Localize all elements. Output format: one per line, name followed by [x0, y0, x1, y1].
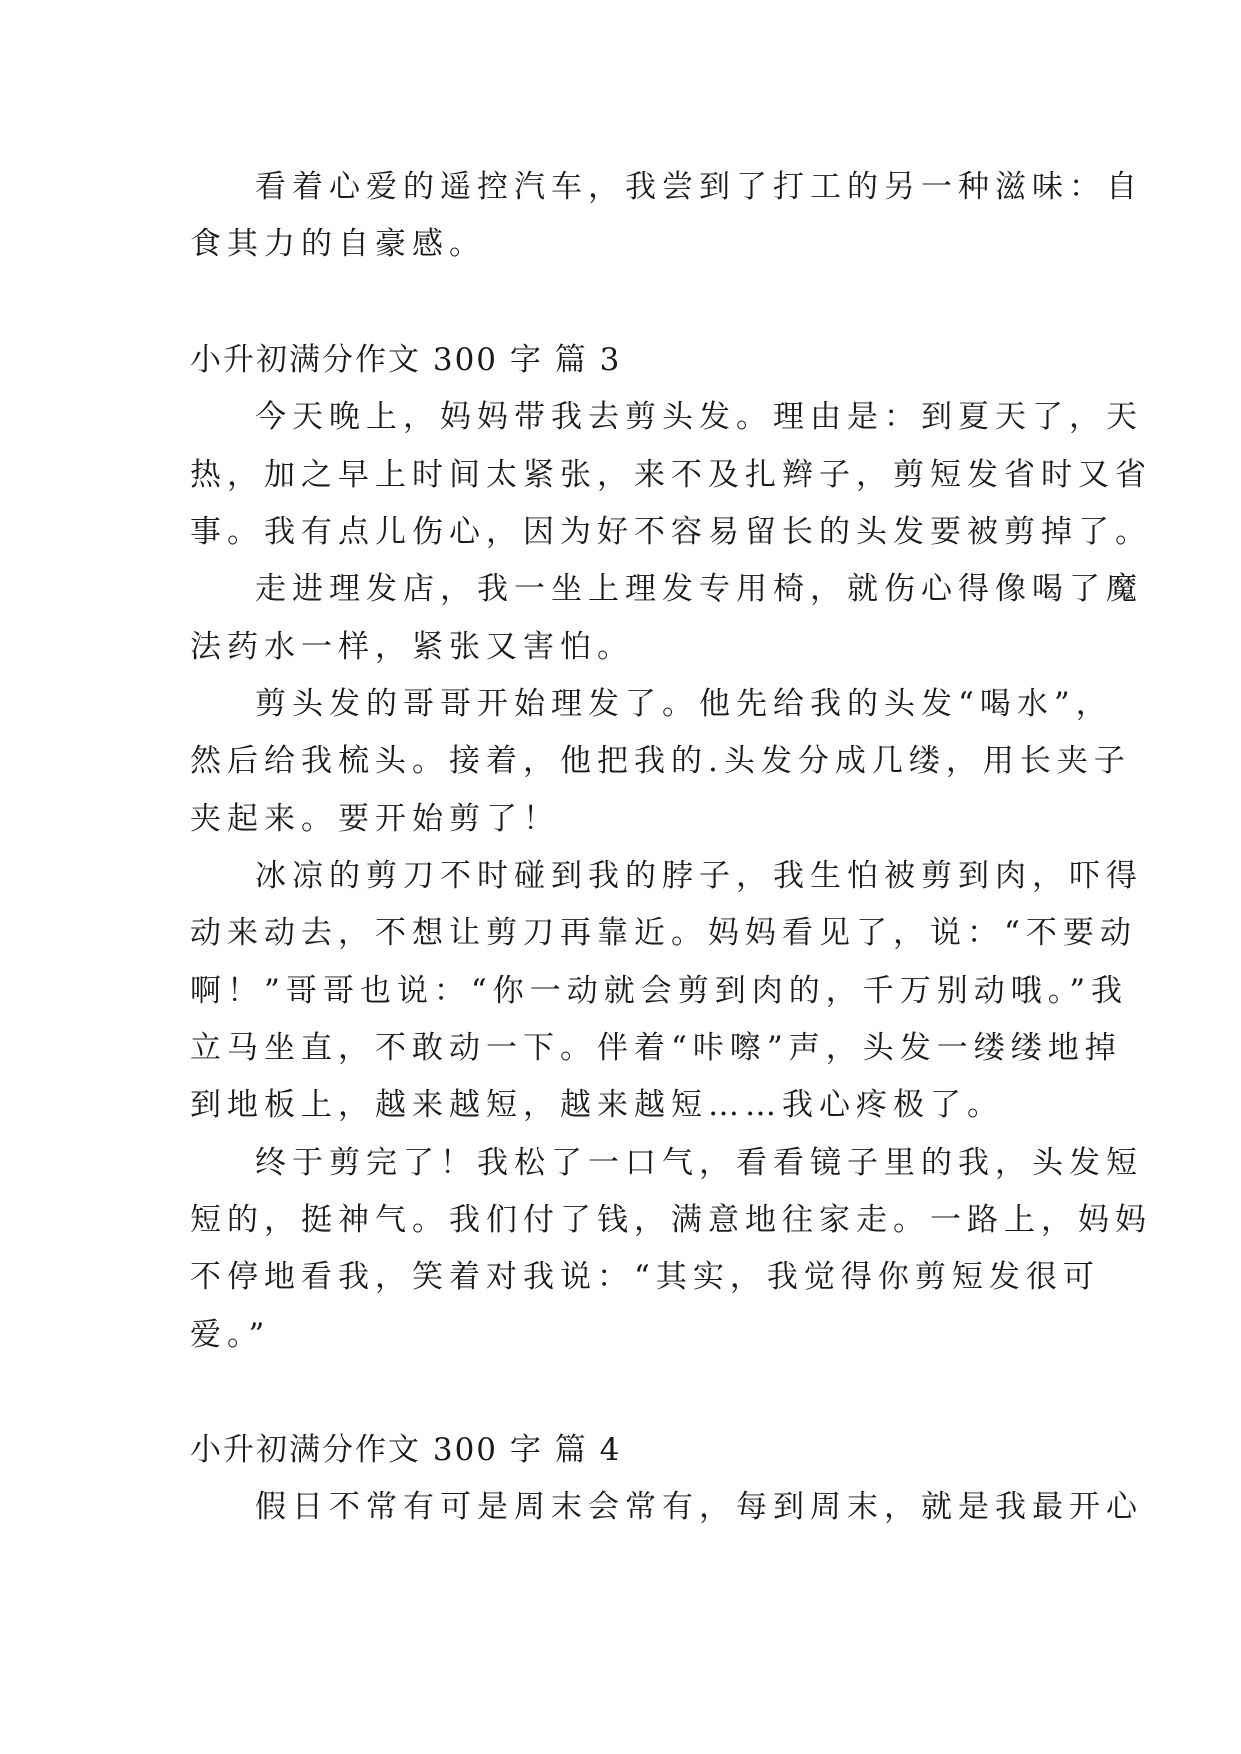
section-heading: 小升初满分作文 300 字 篇 4: [190, 1432, 622, 1468]
paragraph-line: 夹起来。要开始剪了！: [190, 801, 560, 837]
paragraph-line: 食其力的自豪感。: [190, 226, 486, 262]
paragraph-line: 啊！”哥哥也说：“你一动就会剪到肉的，千万别动哦。”我: [190, 973, 1129, 1009]
paragraph-line: 动来动去，不想让剪刀再靠近。妈妈看见了，说：“不要动: [190, 915, 1137, 951]
paragraph-line: 假日不常有可是周末会常有，每到周末，就是我最开心: [255, 1489, 1143, 1525]
paragraph-line: 立马坐直，不敢动一下。伴着“咔嚓”声，头发一缕缕地掉: [190, 1030, 1122, 1066]
paragraph-line: 然后给我梳头。接着，他把我的.头发分成几缕，用长夹子: [190, 743, 1131, 779]
paragraph-line: 热，加之早上时间太紧张，来不及扎辫子，剪短发省时又省: [190, 457, 1152, 493]
paragraph-line: 到地板上，越来越短，越来越短……我心疼极了。: [190, 1087, 1004, 1123]
paragraph-line: 冰凉的剪刀不时碰到我的脖子，我生怕被剪到肉，吓得: [255, 858, 1143, 894]
paragraph-line: 法药水一样，紧张又害怕。: [190, 629, 634, 665]
paragraph-line: 今天晚上，妈妈带我去剪头发。理由是：到夏天了，天: [255, 399, 1143, 435]
paragraph-line: 剪头发的哥哥开始理发了。他先给我的头发“喝水”，: [255, 686, 1113, 722]
paragraph-line: 不停地看我，笑着对我说：“其实，我觉得你剪短发很可: [190, 1259, 1100, 1295]
paragraph-line: 短的，挺神气。我们付了钱，满意地往家走。一路上，妈妈: [190, 1202, 1152, 1238]
paragraph-line: 终于剪完了！我松了一口气，看看镜子里的我，头发短: [255, 1145, 1143, 1181]
section-heading: 小升初满分作文 300 字 篇 3: [190, 342, 622, 378]
paragraph-line: 事。我有点儿伤心，因为好不容易留长的头发要被剪掉了。: [190, 514, 1152, 550]
paragraph-line: 爱。”: [190, 1317, 271, 1353]
paragraph-line: 走进理发店，我一坐上理发专用椅，就伤心得像喝了魔: [255, 571, 1143, 607]
paragraph-line: 看着心爱的遥控汽车，我尝到了打工的另一种滋味：自: [255, 169, 1143, 205]
